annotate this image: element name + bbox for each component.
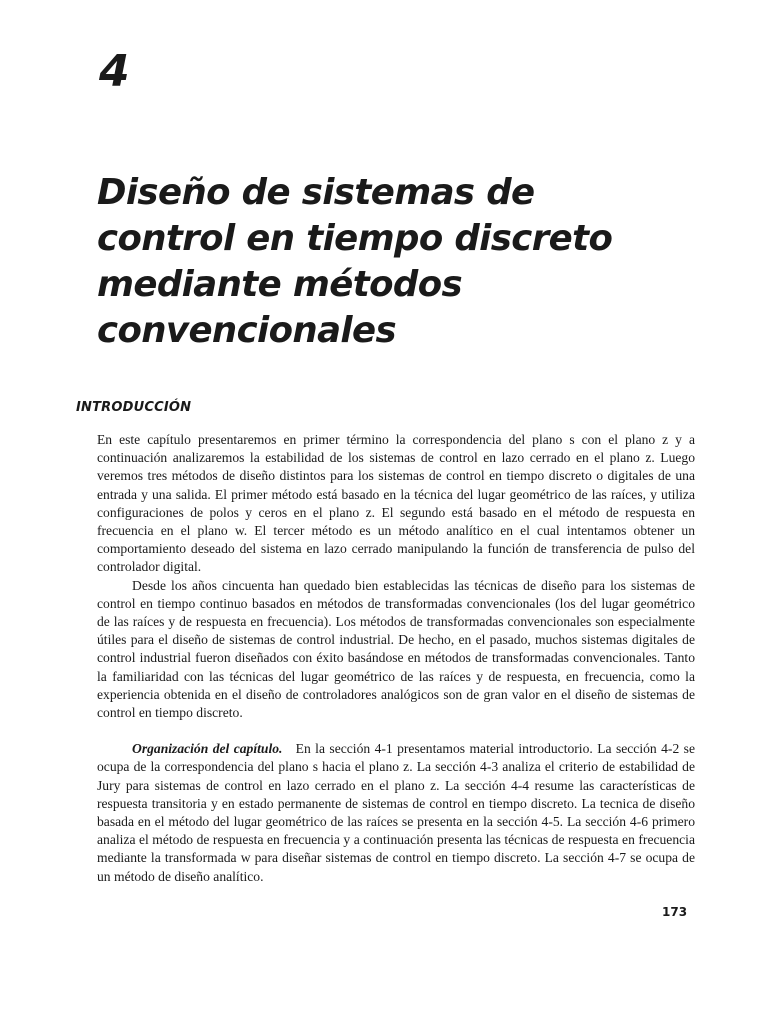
paragraph-chapter-organization xyxy=(97,740,695,886)
chapter-title-line: Diseño de sistemas de xyxy=(97,172,535,213)
chapter-number: 4 xyxy=(99,46,130,97)
section-body xyxy=(97,431,695,886)
section-heading: INTRODUCCIÓN xyxy=(76,400,192,415)
chapter-title-line: mediante métodos xyxy=(97,264,463,305)
paragraph: Desde los años cincuenta han quedado bien establecidas las técnicas de diseño para los sistemas de control en tiempo continuo basados en métodos de transformadas convencionales (los del lugar geométrico de las raíces y de respuesta en frecuencia). Los métodos de transformadas convencionales son especialmente útiles para el diseño de sistemas de control industrial. De hecho, en el pasado, muchos sistemas digitales de control industrial fueron diseñados con éxito basándose en métodos de transformadas convencionales. Tanto la familiaridad con las técnicas del lugar geométrico de las raíces y de respuesta, en frecuencia, como la experiencia obtenida en el diseño de controladores analógicos son de gran valor en el diseño de sistemas de control en tiempo discreto. xyxy=(97,577,695,721)
paragraph: En este capítulo presentaremos en primer término la correspondencia del plano s con el plano z y a continuación analizaremos la estabilidad de los sistemas de control en lazo cerrado en el plano z. Luego veremos tres métodos de diseño distintos para los sistemas de control en tiempo discreto o digitales de una entrada y una salida. El primer método está basado en la técnica del lugar geométrico de las raíces, y utiliza configuraciones de polos y ceros en el plano z. El segundo está basado en el método de respuesta en frecuencia en el plano w. El tercer método es un método analítico en el cual intentamos obtener un comportamiento deseado del sistema en lazo cerrado manipulando la función de transferencia de pulso del controlador digital. xyxy=(97,432,695,575)
paragraph-text: En la sección 4-1 presentamos material introductorio. La sección 4-2 se ocupa de la correspondencia del plano s hacia el plano z. La sección 4-3 analiza el criterio de estabilidad de Jury para sistemas de control en lazo cerrado en el plano z. La sección 4-4 resume las características de respuesta transitoria y en estado permanente de sistemas de control en tiempo discreto. La tecnica de diseño basada en el método del lugar geométrico de las raíces se presenta en la sección 4-5. La sección 4-6 primero analiza el método de respuesta en frecuencia y a continuación presenta las técnicas de respuesta en frecuencia mediante la transformada w para diseñar sistemas de control en tiempo discreto. La sección 4-7 se ocupa de un método de diseño analítico. xyxy=(97,741,695,884)
chapter-title-line: control en tiempo discreto xyxy=(97,218,613,259)
chapter-title xyxy=(97,170,697,354)
chapter-title-line: convencionales xyxy=(97,310,397,351)
run-in-heading: Organización del capítulo. xyxy=(132,741,283,757)
page-number: 173 xyxy=(662,905,688,919)
